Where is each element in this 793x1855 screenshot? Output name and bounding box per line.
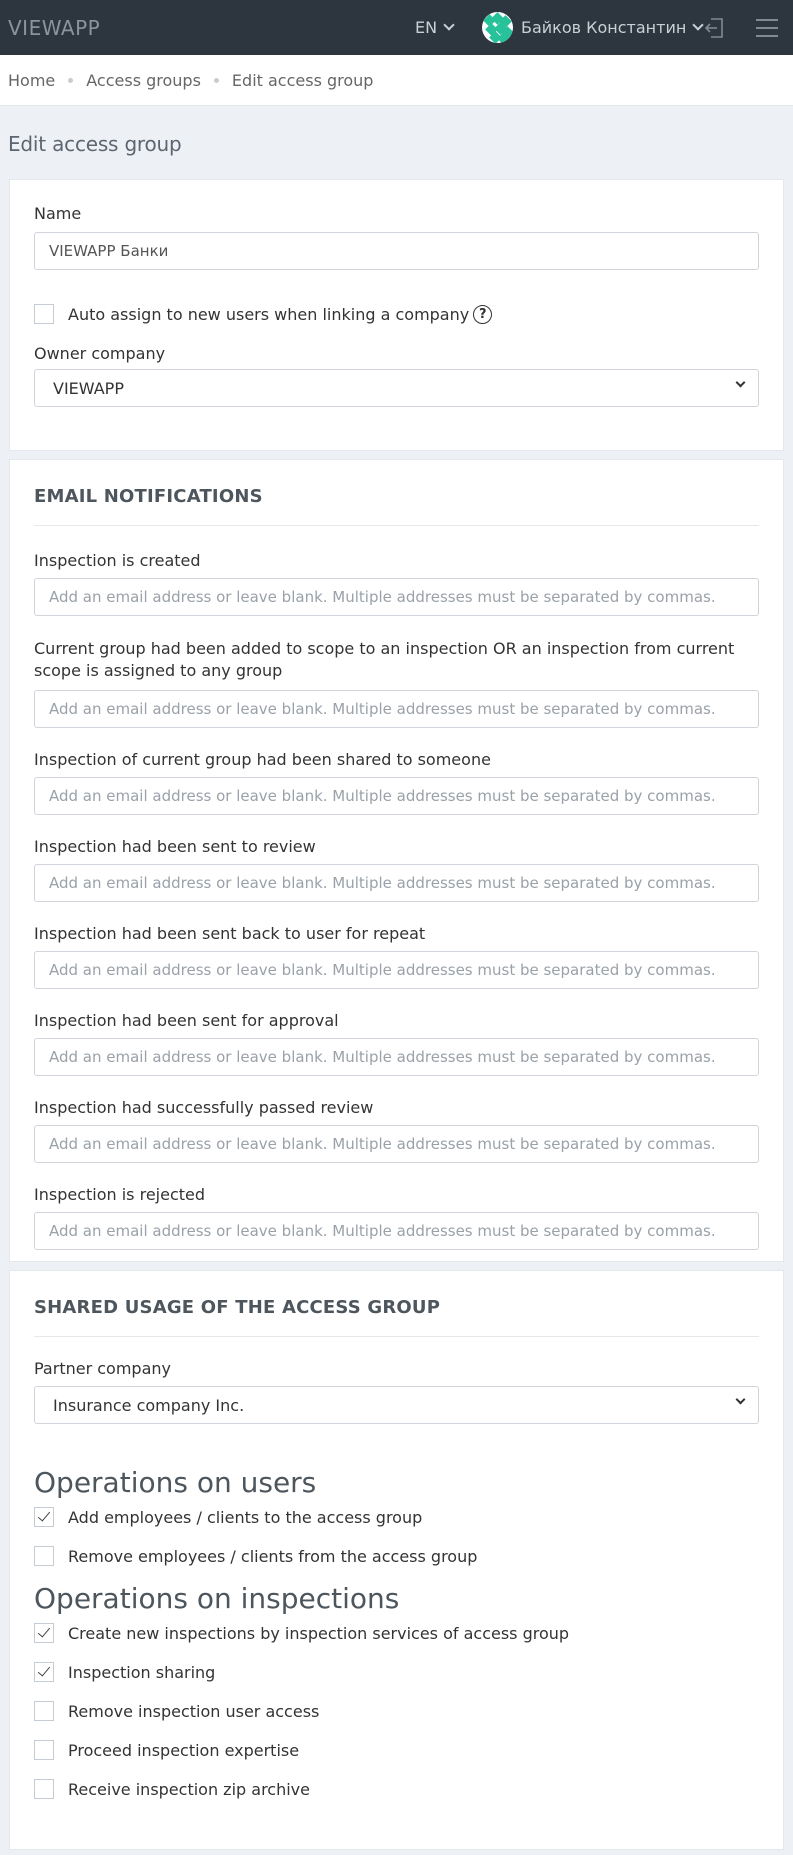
operation-checkbox[interactable] [34, 1623, 54, 1643]
shared-usage-card [9, 1270, 784, 1850]
operation-checkbox-row[interactable] [34, 1697, 759, 1725]
user-menu[interactable] [482, 12, 702, 43]
email-field-label: Inspection had been sent for approval [34, 1011, 339, 1030]
partner-company-value: Insurance company Inc. [53, 1395, 245, 1415]
email-field-input[interactable]: Add an email address or leave blank. Multiple addresses must be separated by commas. [34, 777, 759, 815]
top-navbar [0, 0, 793, 55]
operation-checkbox[interactable] [34, 1740, 54, 1760]
operation-checkbox[interactable] [34, 1779, 54, 1799]
email-field-label: Inspection of current group had been shared to someone [34, 750, 491, 769]
page-title: Edit access group [8, 132, 182, 156]
operation-checkbox[interactable] [34, 1662, 54, 1682]
operation-checkbox-row[interactable] [34, 1736, 759, 1764]
breadcrumb-current: Edit access group [231, 70, 374, 90]
email-field-input[interactable]: Add an email address or leave blank. Multiple addresses must be separated by commas. [34, 951, 759, 989]
auto-assign-checkbox-row[interactable] [34, 300, 759, 328]
name-label: Name [34, 204, 82, 223]
email-field-label: Inspection had been sent back to user for repeat [34, 924, 426, 943]
operation-checkbox[interactable] [34, 1546, 54, 1566]
owner-company-label: Owner company [34, 344, 166, 363]
breadcrumb-home[interactable]: Home [8, 70, 56, 90]
general-card [9, 179, 784, 451]
language-label: EN [415, 18, 438, 37]
users-ops-heading: Operations on users [34, 1466, 317, 1499]
email-field-label: Inspection had been sent to review [34, 837, 316, 856]
operation-label: Remove inspection user access [68, 1701, 320, 1721]
breadcrumb-separator [68, 78, 73, 83]
email-field-input[interactable]: Add an email address or leave blank. Multiple addresses must be separated by commas. [34, 1125, 759, 1163]
inspections-ops-heading: Operations on inspections [34, 1582, 400, 1615]
operation-checkbox-row[interactable] [34, 1542, 759, 1570]
chevron-down-icon [736, 1395, 746, 1405]
operation-checkbox[interactable] [34, 1507, 54, 1527]
chevron-down-icon [736, 378, 746, 388]
inspections-ops-list [34, 1619, 759, 1803]
auto-assign-checkbox[interactable] [34, 304, 54, 324]
language-dropdown[interactable] [415, 18, 453, 37]
section-title: EMAIL NOTIFICATIONS [34, 460, 759, 526]
operation-label: Remove employees / clients from the access group [68, 1546, 478, 1566]
operation-checkbox-row[interactable] [34, 1619, 759, 1647]
email-field-label: Inspection is rejected [34, 1185, 206, 1204]
email-field-input[interactable]: Add an email address or leave blank. Multiple addresses must be separated by commas. [34, 1212, 759, 1250]
operation-label: Create new inspections by inspection services of access group [68, 1623, 570, 1643]
breadcrumb-access-groups[interactable]: Access groups [86, 70, 201, 90]
breadcrumb [0, 55, 793, 106]
email-field-input[interactable]: Add an email address or leave blank. Multiple addresses must be separated by commas. [34, 690, 759, 728]
email-field-input[interactable]: Add an email address or leave blank. Multiple addresses must be separated by commas. [34, 864, 759, 902]
hamburger-menu-icon[interactable] [756, 19, 778, 43]
partner-company-select[interactable] [34, 1386, 759, 1424]
email-field-label: Inspection is created [34, 551, 201, 570]
operation-label: Proceed inspection expertise [68, 1740, 300, 1760]
email-field-input[interactable]: Add an email address or leave blank. Multiple addresses must be separated by commas. [34, 1038, 759, 1076]
email-notifications-card [9, 459, 784, 1262]
breadcrumb-separator [214, 78, 219, 83]
user-name: Байков Константин [521, 18, 687, 37]
users-ops-list [34, 1503, 759, 1570]
operation-label: Receive inspection zip archive [68, 1779, 310, 1799]
operation-checkbox-row[interactable] [34, 1503, 759, 1531]
operation-label: Add employees / clients to the access group [68, 1507, 423, 1527]
operation-checkbox-row[interactable] [34, 1658, 759, 1686]
section-title: SHARED USAGE OF THE ACCESS GROUP [34, 1271, 759, 1337]
name-input[interactable]: VIEWAPP Банки [34, 232, 759, 270]
chevron-down-icon [443, 19, 454, 30]
operation-label: Inspection sharing [68, 1662, 216, 1682]
partner-company-label: Partner company [34, 1359, 171, 1378]
avatar [482, 12, 513, 43]
brand-logo[interactable]: VIEWAPP [8, 15, 101, 40]
owner-company-value: VIEWAPP [53, 378, 124, 398]
operation-checkbox-row[interactable] [34, 1775, 759, 1803]
email-field-label: Inspection had successfully passed review [34, 1098, 374, 1117]
email-fields [34, 551, 759, 1250]
auto-assign-label: Auto assign to new users when linking a company [68, 304, 470, 324]
owner-company-select[interactable] [34, 369, 759, 407]
logout-icon[interactable] [703, 17, 725, 39]
email-field-label: Current group had been added to scope to an inspection OR an inspection from current scope is assigned to any group [34, 639, 735, 680]
operation-checkbox[interactable] [34, 1701, 54, 1721]
email-field-input[interactable]: Add an email address or leave blank. Multiple addresses must be separated by commas. [34, 578, 759, 616]
help-icon[interactable]: ? [473, 305, 492, 324]
